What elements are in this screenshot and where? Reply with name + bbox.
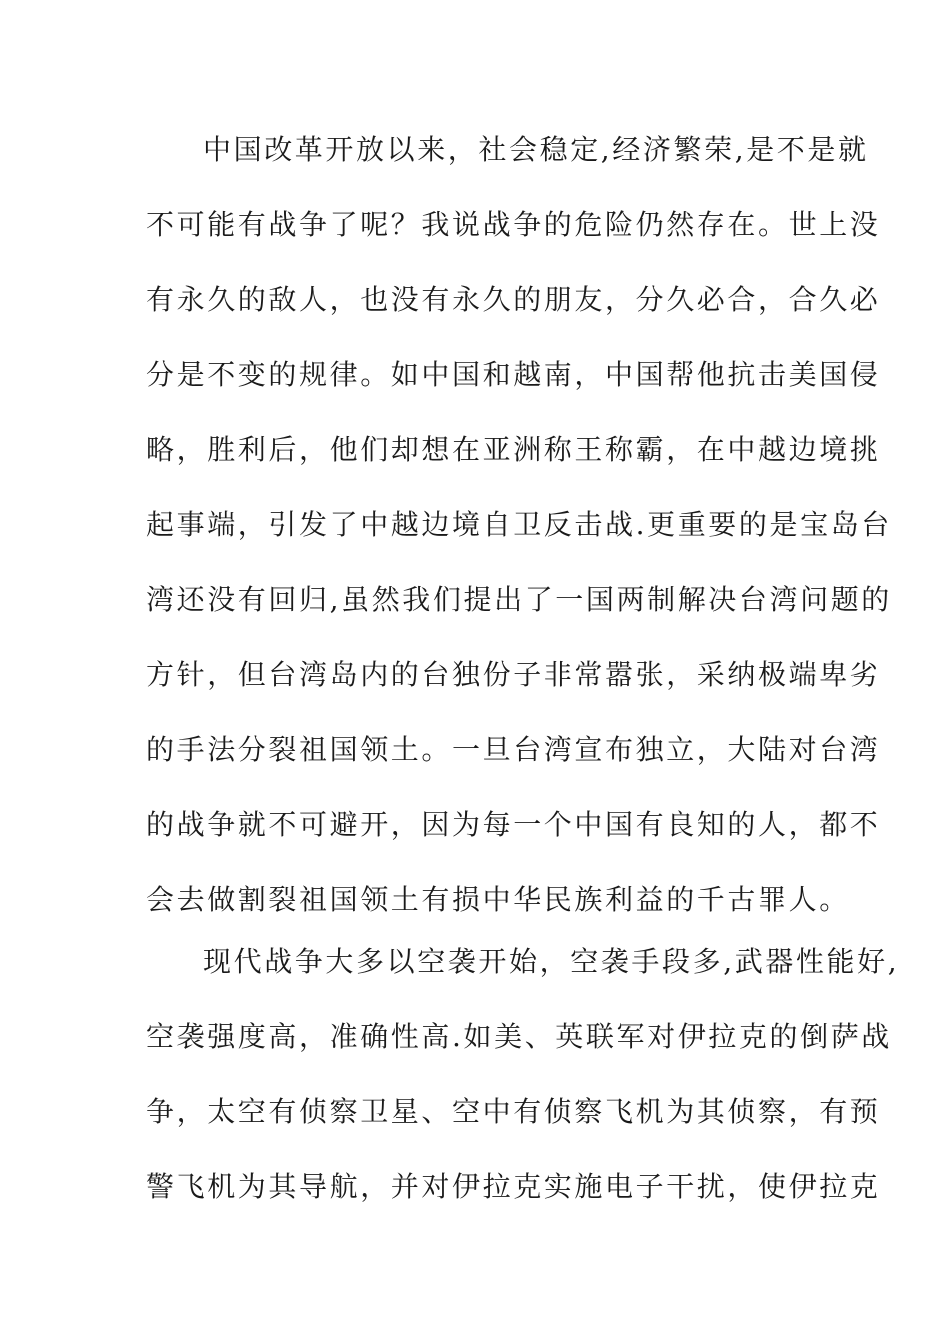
paragraph-1-line-8: 方针，但台湾岛内的台独份子非常嚣张，采纳极端卑劣 xyxy=(146,658,881,691)
paragraph-1-line-7: 湾还没有回归,虽然我们提出了一国两制解决台湾问题的 xyxy=(146,583,892,616)
paragraph-1-line-5: 略，胜利后，他们却想在亚洲称王称霸，在中越边境挑 xyxy=(146,433,881,466)
paragraph-1-line-2: 不可能有战争了呢？我说战争的危险仍然存在。世上没 xyxy=(146,208,881,241)
paragraph-1-line-9: 的手法分裂祖国领土。一旦台湾宣布独立，大陆对台湾 xyxy=(146,733,881,766)
paragraph-1-line-4: 分是不变的规律。如中国和越南，中国帮他抗击美国侵 xyxy=(146,358,881,391)
paragraph-2-line-1: 现代战争大多以空袭开始，空袭手段多,武器性能好, xyxy=(203,945,900,978)
paragraph-1-line-1: 中国改革开放以来，社会稳定,经济繁荣,是不是就 xyxy=(203,133,869,166)
paragraph-1-line-11: 会去做割裂祖国领土有损中华民族利益的千古罪人。 xyxy=(146,883,850,916)
paragraph-2-line-3: 争，太空有侦察卫星、空中有侦察飞机为其侦察，有预 xyxy=(146,1095,881,1128)
paragraph-2-line-2: 空袭强度高，准确性高.如美、英联军对伊拉克的倒萨战 xyxy=(146,1020,892,1053)
paragraph-1-line-6: 起事端，引发了中越边境自卫反击战.更重要的是宝岛台 xyxy=(146,508,892,541)
paragraph-2-line-4: 警飞机为其导航，并对伊拉克实施电子干扰，使伊拉克 xyxy=(146,1170,881,1203)
paragraph-1-line-10: 的战争就不可避开，因为每一个中国有良知的人，都不 xyxy=(146,808,881,841)
paragraph-1-line-3: 有永久的敌人，也没有永久的朋友，分久必合，合久必 xyxy=(146,283,881,316)
